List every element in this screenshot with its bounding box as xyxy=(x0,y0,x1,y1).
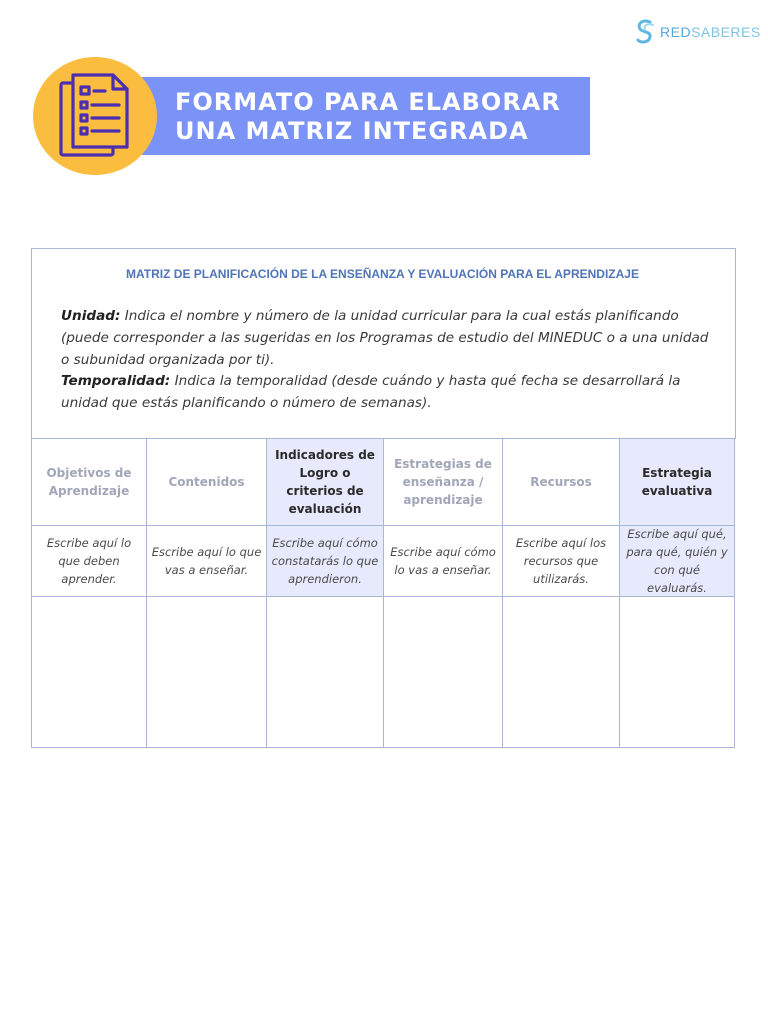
brand-name: REDSABERES xyxy=(660,24,761,40)
answer-cell-recursos[interactable] xyxy=(503,597,619,747)
header-estrategias: Estrategias de enseñanza / aprendizaje xyxy=(394,457,492,507)
matrix-title: MATRIZ DE PLANIFICACIÓN DE LA ENSEÑANZA Y EVALUACIÓN PARA EL APRENDIZAJE xyxy=(126,267,639,281)
matrix-table xyxy=(31,438,735,748)
hint-objetivos[interactable]: Escribe aquí lo que deben aprender. xyxy=(46,536,132,586)
answer-cell-objetivos[interactable] xyxy=(32,597,146,747)
redsaberes-logo-icon xyxy=(634,18,656,46)
hint-indicadores[interactable]: Escribe aquí cómo constatarás lo que aprendieron. xyxy=(271,536,379,586)
page-title xyxy=(175,88,561,146)
header-contenidos: Contenidos xyxy=(168,475,245,489)
hint-recursos[interactable]: Escribe aquí los recursos que utilizarás. xyxy=(515,536,607,586)
answer-cell-contenidos[interactable] xyxy=(147,597,266,747)
unidad-label: Unidad: xyxy=(61,308,121,324)
answer-cell-indicadores[interactable] xyxy=(267,597,383,747)
temporalidad-label: Temporalidad: xyxy=(61,373,171,390)
page-title-line2: UNA MATRIZ INTEGRADA xyxy=(175,117,529,145)
hint-estrategias[interactable]: Escribe aquí cómo lo vas a enseñar. xyxy=(390,545,496,577)
page-title-line1: FORMATO PARA ELABORAR xyxy=(175,88,561,116)
header-estrategia-evaluativa: Estrategia evaluativa xyxy=(641,466,713,498)
redsaberes-logo xyxy=(634,18,761,46)
header-objetivos: Objetivos de Aprendizaje xyxy=(46,466,132,498)
answer-cell-estrategias[interactable] xyxy=(384,597,502,747)
document-badge xyxy=(33,57,157,175)
hint-contenidos[interactable]: Escribe aquí lo que vas a enseñar. xyxy=(151,545,262,577)
temporalidad-text: Indica la temporalidad (desde cuándo y hasta qué fecha se desarrollará la unidad que estás planificando o número de semanas). xyxy=(61,373,681,412)
hint-estrategia-evaluativa[interactable]: Escribe aquí qué, para qué, quién y con qué evaluarás. xyxy=(626,527,728,595)
header-indicadores: Indicadores de Logro o criterios de evaluación xyxy=(275,448,375,516)
col-divider xyxy=(734,438,735,748)
document-list-icon xyxy=(59,73,133,159)
unidad-text: Indica el nombre y número de la unidad curricular para la cual estás planificando (puede corresponder a las sugeridas en los Programas de estudio del MINEDUC o a una unidad o subunidad organizada por ti). xyxy=(61,308,709,368)
header-recursos: Recursos xyxy=(530,475,592,489)
answer-cell-estrategia-evaluativa[interactable] xyxy=(620,597,734,747)
matrix-description xyxy=(61,306,711,415)
